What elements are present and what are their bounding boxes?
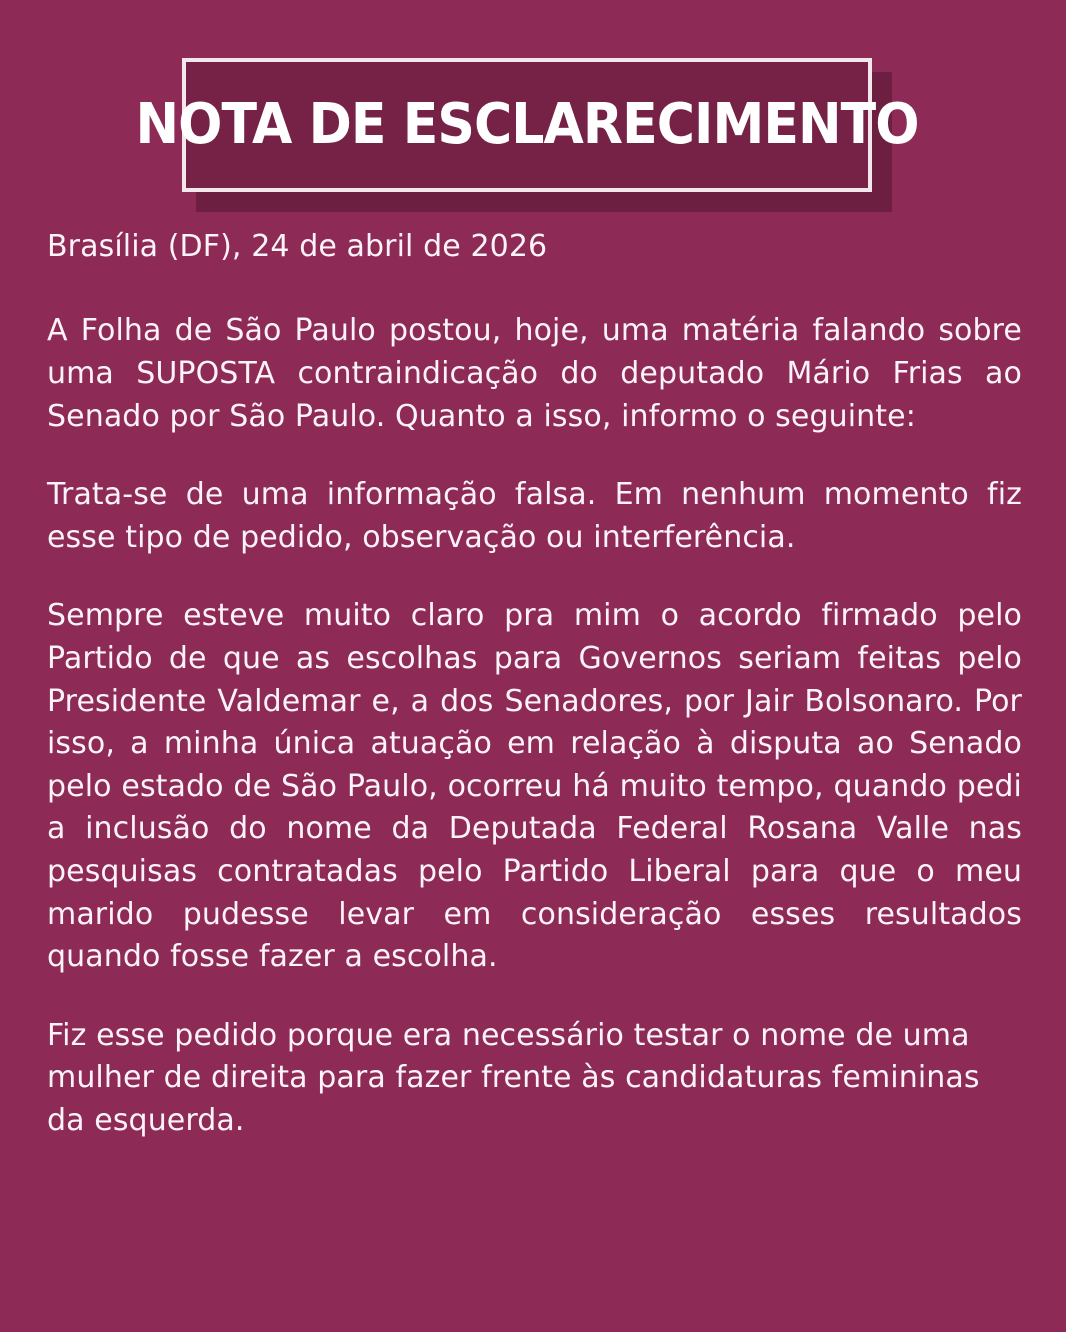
banner-frame	[135, 58, 919, 192]
statement-paragraph: A Folha de São Paulo postou, hoje, uma matéria falando sobre uma SUPOSTA contraindicação do deputado Mário Frias ao Senado por São Paulo. Quanto a isso, informo o seguinte:	[47, 313, 1022, 434]
statement-paragraph: Fiz esse pedido porque era necessário testar o nome de uma mulher de direita para fazer frente às candidaturas femininas da esquerda.	[47, 1017, 980, 1138]
dateline: Brasília (DF), 24 de abril de 2026	[47, 229, 548, 264]
page-title: NOTA DE ESCLARECIMENTO	[135, 92, 919, 157]
statement-paragraph: Trata-se de uma informação falsa. Em nenhum momento fiz esse tipo de pedido, observação ou interferência.	[47, 477, 1022, 555]
statement-paragraph: Sempre esteve muito claro pra mim o acordo firmado pelo Partido de que as escolhas para Governos seriam feitas pelo Presidente Valdemar e, a dos Senadores, por Jair Bolsonaro. Por isso, a minha única atuação em relação à disputa ao Senado pelo estado de São Paulo, ocorreu há muito tempo, quando pedi a inclusão do nome da Deputada Federal Rosana Valle nas pesquisas contratadas pelo Partido Liberal para que o meu marido pudesse levar em consideração esses resultados quando fosse fazer a escolha.	[47, 598, 1022, 975]
statement-body	[47, 228, 1022, 1142]
header-banner-area	[0, 0, 1066, 160]
